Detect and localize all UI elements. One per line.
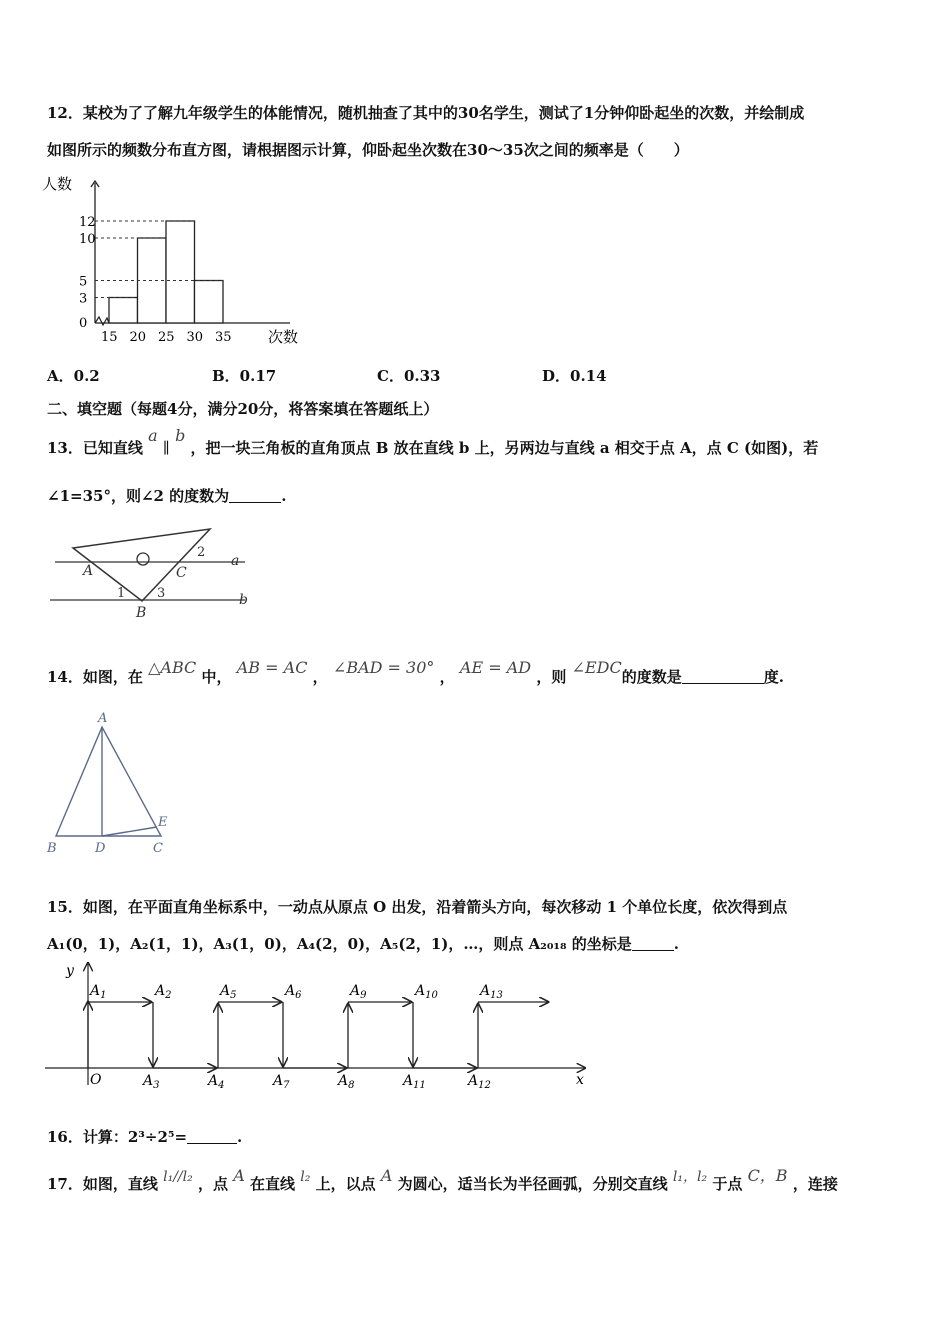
histogram-bar [109, 298, 138, 324]
y-tick-label: 5 [79, 274, 88, 290]
q13-fig-C: C [176, 565, 187, 581]
q12-line2: 如图所示的频数分布直方图，请根据图示计算，仰卧起坐次数在30～35次之间的频率是（ ） [47, 141, 689, 159]
q17-tail: ，连接 [792, 1175, 838, 1193]
top-point-label: $A_6$ [285, 983, 302, 1001]
x-axis-label: 次数 [268, 328, 299, 346]
y-tick-label: 12 [79, 215, 96, 230]
q17-cb: C，B [747, 1166, 788, 1185]
y-axis-label: 人数 [42, 175, 73, 193]
q17-mid4: 为圆心，适当长为半径画弧，分别交直线 [397, 1175, 668, 1193]
histogram-bar [195, 281, 224, 324]
q12-option-c: C．0.33 [377, 367, 441, 385]
y-axis-label: y [66, 963, 74, 979]
q17-point-a1: A [233, 1166, 245, 1185]
x-tick-label: 15 [101, 330, 118, 345]
top-point-label: $A_{10}$ [415, 983, 438, 1001]
q14-fig-A: A [98, 711, 108, 726]
q15-coordinate-figure [40, 960, 600, 1095]
q14-angle: ∠EDC [571, 658, 622, 677]
q17-l1c: l₁，l₂ [672, 1169, 708, 1185]
q13-b: b [175, 426, 186, 445]
q17-mid2: 在直线 [250, 1175, 296, 1193]
top-point-label: $A_1$ [90, 983, 107, 1001]
q13-fig-angle2: 2 [197, 545, 206, 560]
q16-end: . [237, 1128, 243, 1146]
q12-option-b: B．0.17 [212, 367, 277, 385]
q17-prefix: 17．如图，直线 [47, 1175, 158, 1193]
q13-fig-a: a [231, 553, 240, 569]
q16-answer-blank[interactable] [187, 1143, 237, 1144]
segment-de [102, 827, 157, 836]
q14-fig-E: E [158, 815, 168, 830]
ruler-hole [137, 553, 149, 565]
q16-line [47, 1127, 242, 1147]
q14-eq2: ∠BAD = 30° [332, 658, 435, 677]
x-tick-label: 25 [158, 330, 175, 345]
q13-a: a [148, 426, 158, 445]
q14-eq1: AB = AC [236, 658, 308, 677]
q12-option-d: D．0.14 [542, 367, 607, 385]
q13-line1 [47, 426, 819, 458]
histogram-bar [166, 221, 195, 323]
q17-mid3: 上，以点 [315, 1175, 376, 1193]
q15-line2-text: A₁(0，1)，A₂(1，1)，A₃(1，0)，A₄(2，0)，A₅(2，1)，…，则点 A₂₀₁₈ 的坐标是 [47, 935, 632, 953]
origin-label: O [90, 1072, 102, 1088]
bottom-point-label: $A_7$ [273, 1073, 290, 1091]
q14-comma2: ， [439, 668, 455, 686]
q17-l2: l₂ [300, 1169, 311, 1185]
q15-line1: 15．如图，在平面直角坐标系中，一动点从原点 O 出发，沿着箭头方向，每次移动 1 个单位长度，依次得到点 [47, 898, 788, 916]
q13-fig-B: B [136, 605, 147, 621]
q14-tail: 的度数是 [621, 668, 682, 686]
q14-triangle: △ABC [148, 658, 197, 677]
q15-answer-blank[interactable] [632, 950, 674, 951]
bottom-point-label: $A_8$ [338, 1073, 355, 1091]
top-point-label: $A_2$ [155, 983, 172, 1001]
q15-line2 [47, 934, 679, 954]
q17-point-a2: A [380, 1166, 393, 1185]
q13-parallel: ∥ [162, 439, 170, 457]
q13-fig-angle1: 1 [117, 586, 126, 601]
bottom-point-label: $A_4$ [208, 1073, 225, 1091]
q13-end: . [281, 487, 287, 505]
q12-option-a: A．0.2 [47, 367, 100, 385]
x-tick-label: 35 [215, 330, 232, 345]
y-tick-label: 10 [79, 232, 96, 247]
q14-comma1: ， [312, 668, 328, 686]
q14-prefix: 14．如图，在 [47, 668, 143, 686]
y-tick-label: 0 [79, 316, 88, 331]
q13-figure [45, 525, 265, 620]
q14-fig-D: D [95, 841, 106, 856]
q14-eq3: AE = AD [459, 658, 532, 677]
q17-line [47, 1166, 838, 1195]
q13-fig-b: b [239, 592, 248, 608]
y-tick-label: 3 [79, 291, 88, 307]
bottom-point-label: $A_{12}$ [468, 1073, 491, 1091]
q14-fig-C: C [153, 841, 163, 856]
q13-answer-blank[interactable] [229, 502, 281, 503]
top-point-label: $A_5$ [220, 983, 237, 1001]
q17-mid1: ，点 [197, 1175, 228, 1193]
q13-fig-A: A [83, 563, 94, 579]
q14-fig-B: B [47, 841, 57, 856]
triangle-abc [56, 727, 161, 836]
q14-mid1: 中， [201, 668, 232, 686]
q14-figure [45, 708, 185, 858]
q17-l1l2: l₁//l₂ [163, 1169, 193, 1185]
x-tick-label: 20 [129, 330, 147, 345]
x-axis-label: x [576, 1072, 584, 1088]
q13-prefix: 13．已知直线 [47, 439, 143, 457]
q12-line1: 12．某校为了了解九年级学生的体能情况，随机抽查了其中的30名学生，测试了1分钟仰卧起坐的次数，并绘制成 [47, 104, 805, 122]
q14-answer-blank[interactable] [682, 683, 764, 684]
axis-break [95, 317, 109, 325]
q13-rest: ，把一块三角板的直角顶点 B 放在直线 b 上，另两边与直线 a 相交于点 A，点 C (如图)，若 [190, 439, 819, 457]
q15-end: . [673, 935, 679, 953]
q13-line2 [47, 486, 286, 506]
section-2-heading: 二、填空题（每题4分，满分20分，将答案填在答题纸上） [47, 400, 439, 418]
bottom-point-label: $A_{11}$ [403, 1073, 426, 1091]
q14-line [47, 658, 784, 687]
top-point-label: $A_{13}$ [480, 983, 503, 1001]
q14-then: ，则 [536, 668, 567, 686]
x-tick-label: 30 [186, 330, 204, 345]
q13-fig-angle3: 3 [157, 586, 166, 601]
q16-text: 16．计算：2³÷2⁵= [47, 1128, 188, 1146]
histogram-chart [40, 175, 320, 350]
q14-unit: 度. [763, 668, 784, 686]
bottom-point-label: $A_3$ [143, 1073, 160, 1091]
q13-line2-text: ∠1=35°，则∠2 的度数为 [47, 487, 230, 505]
q17-mid5: 于点 [712, 1175, 743, 1193]
top-point-label: $A_9$ [350, 983, 367, 1001]
